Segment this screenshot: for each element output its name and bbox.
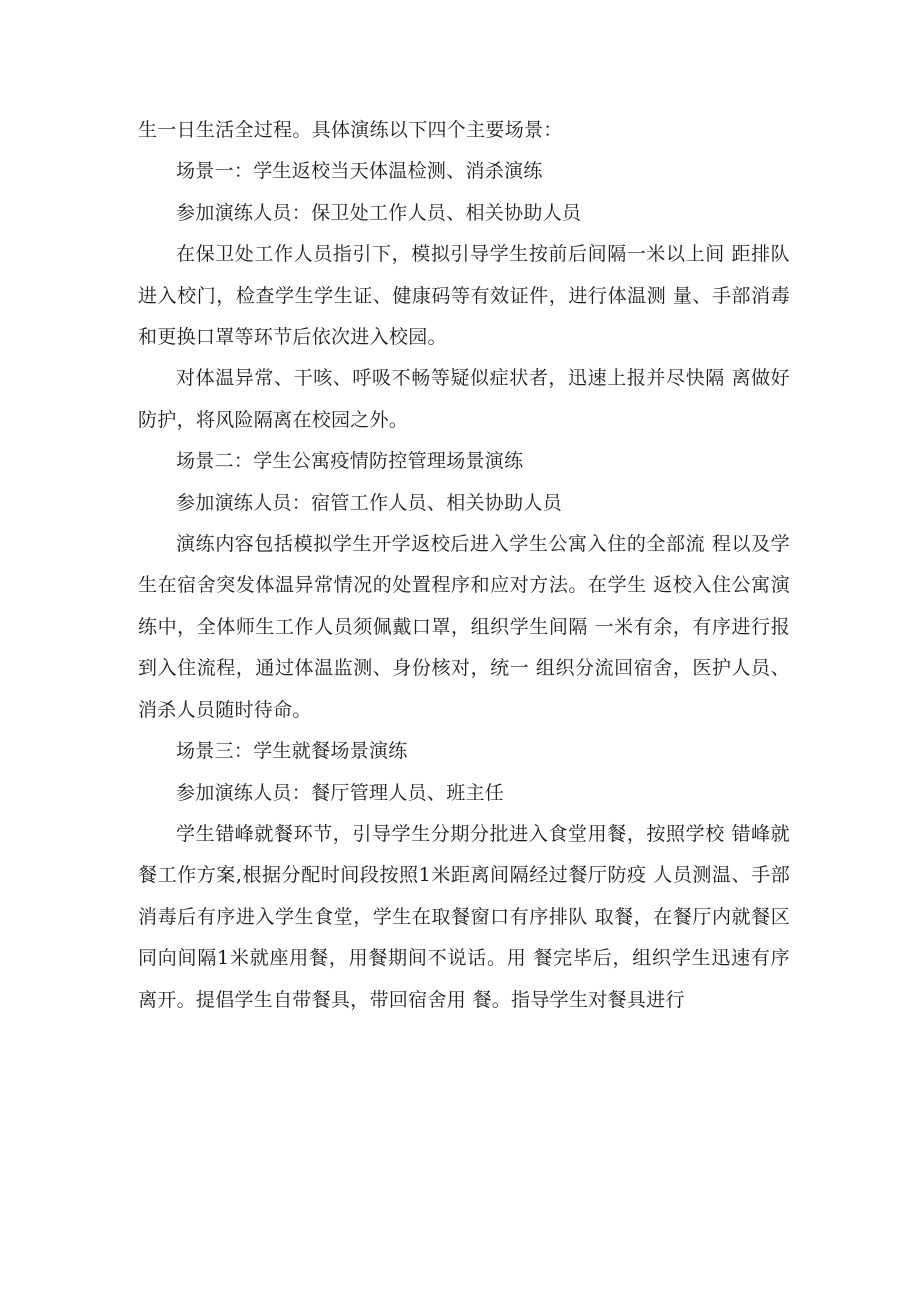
scene-three-description: 学生错峰就餐环节，引导学生分期分批进入食堂用餐，按照学校 错峰就餐工作方案,根据分配时间段按照1米距离间隔经过餐厅防疫 人员测温、手部消毒后有序进入学生食堂，学生在取餐窗口有序排队 取餐，在餐厅内就餐区同向间隔1米就座用餐，用餐期间不说话。用 餐完毕后，组织学生迅速有序离开。提倡学生自带餐具，带回宿舍用 餐。指导学生对餐具进行 bbox=[138, 822, 790, 1011]
scene-one-heading: 场景一：学生返校当天体温检测、消杀演练 bbox=[176, 160, 543, 183]
scene-two-heading: 场景二：学生公寓疫情防控管理场景演练 bbox=[176, 450, 524, 473]
scene-three-heading: 场景三：学生就餐场景演练 bbox=[176, 740, 408, 763]
scene-one-description: 在保卫处工作人员指引下，模拟引导学生按前后间隔一米以上间 距排队进入校门，检查学生学生证、健康码等有效证件，进行体温测 量、手部消毒和更换口罩等环节后依次进入校园。 bbox=[138, 243, 790, 349]
scene-two-participants: 参加演练人员：宿管工作人员、相关协助人员 bbox=[176, 491, 563, 514]
scene-three-participants: 参加演练人员：餐厅管理人员、班主任 bbox=[176, 781, 505, 804]
paragraph-intro: 生一日生活全过程。具体演练以下四个主要场景： bbox=[138, 119, 563, 141]
document-body bbox=[138, 110, 790, 1021]
scene-one-abnormal-handling: 对体温异常、干咳、呼吸不畅等疑似症状者，迅速上报并尽快隔 离做好防护，将风险隔离在校园之外。 bbox=[138, 367, 790, 431]
scene-one-participants: 参加演练人员：保卫处工作人员、相关协助人员 bbox=[176, 201, 582, 224]
scene-two-description: 演练内容包括模拟学生开学返校后进入学生公寓入住的全部流 程以及学生在宿舍突发体温异常情况的处置程序和应对方法。在学生 返校入住公寓演练中，全体师生工作人员须佩戴口罩，组织学生间隔 一米有余，有序进行报到入住流程，通过体温监测、身份核对，统一 组织分流回宿舍，医护人员、消杀人员随时待命。 bbox=[138, 533, 790, 721]
